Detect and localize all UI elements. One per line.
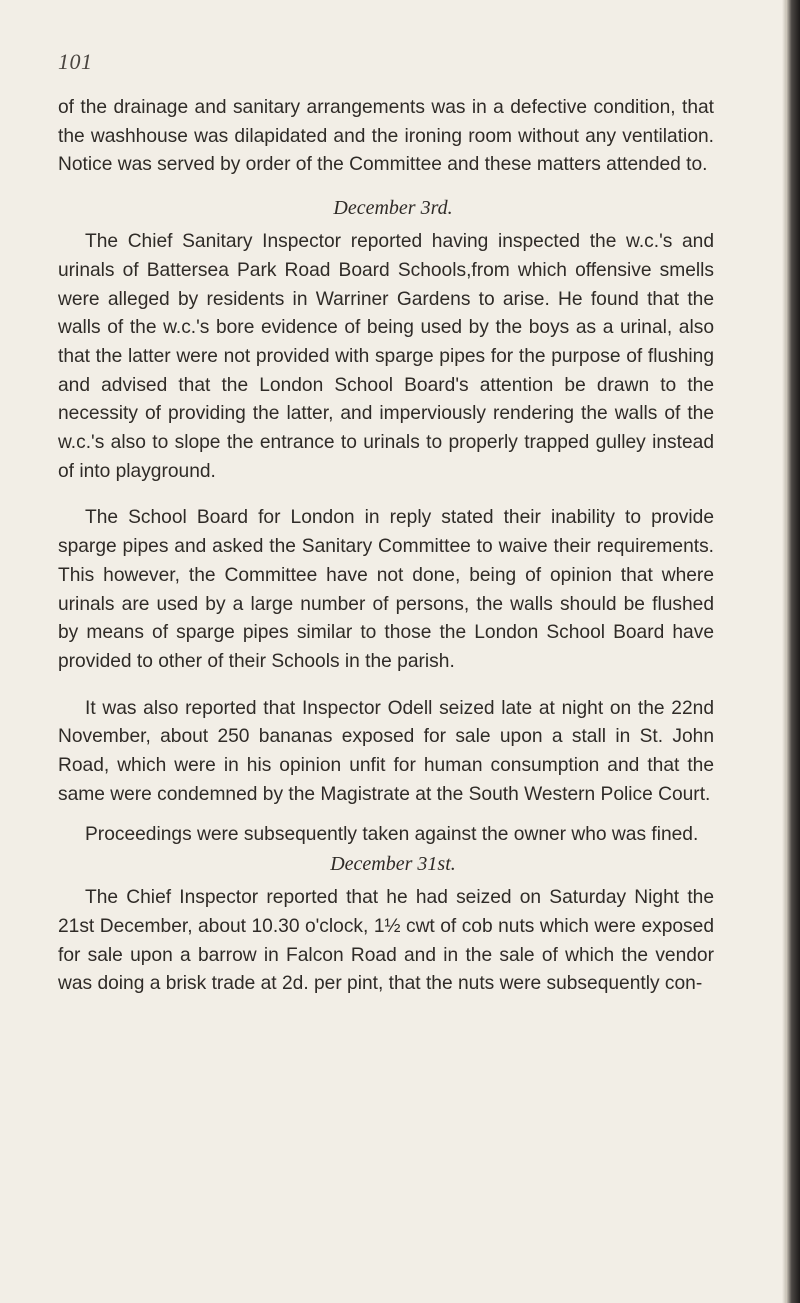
- paragraph-cob-nuts-seized: The Chief Inspector reported that he had seized on Saturday Night the 21st December, about 10.30 o'clock, 1½ cwt of cob nuts which were exposed for sale upon a barrow in Falcon Road and in the sale of which the vendor was doing a brisk trade at 2d. per pint, that the nuts were subsequently con-: [58, 887, 714, 995]
- date-heading-december-31st: December 31st.: [330, 853, 456, 876]
- page-number: 101: [58, 49, 93, 74]
- paragraph-proceedings: Proceedings were subsequently taken against the owner who was fined.: [85, 824, 699, 846]
- date-heading-december-3rd: December 3rd.: [333, 197, 453, 220]
- paragraph-bananas-seized: It was also reported that Inspector Odell seized late at night on the 22nd November, about 250 bananas exposed for sale upon a stall in St. John Road, which were in his opinion unfit for human consumption and that the same were condemned by the Magistrate at the South Western Police Court.: [58, 697, 714, 805]
- paragraph-continuation: of the drainage and sanitary arrangements was in a defective condition, that the washhouse was dilapidated and the ironing room without any ventilation. Notice was served by order of the Committee and these matters attended to.: [58, 97, 714, 176]
- paragraph-inspection-report: The Chief Sanitary Inspector reported having inspected the w.c.'s and urinals of Battersea Park Road Board Schools,from which offensive smells were alleged by residents in Warriner Gardens to arise. He found that the walls of the w.c.'s bore evidence of being used by the boys as a urinal, also that the latter were not provided with sparge pipes for the purpose of flushing and advised that the London School Board's attention be drawn to the necessity of providing the latter, and imperviously rendering the walls of the w.c.'s also to slope the entrance to urinals to properly trapped gulley instead of into playground.: [58, 231, 714, 482]
- book-spine: [786, 0, 800, 1303]
- page-body: [58, 94, 714, 999]
- paragraph-school-board-reply: The School Board for London in reply stated their inability to provide sparge pipes and asked the Sanitary Committee to waive their requirements. This however, the Committee have not done, being of opinion that where urinals are used by a large number of persons, the walls should be flushed by means of sparge pipes similar to those the London School Board have provided to other of their Schools in the parish.: [58, 507, 714, 672]
